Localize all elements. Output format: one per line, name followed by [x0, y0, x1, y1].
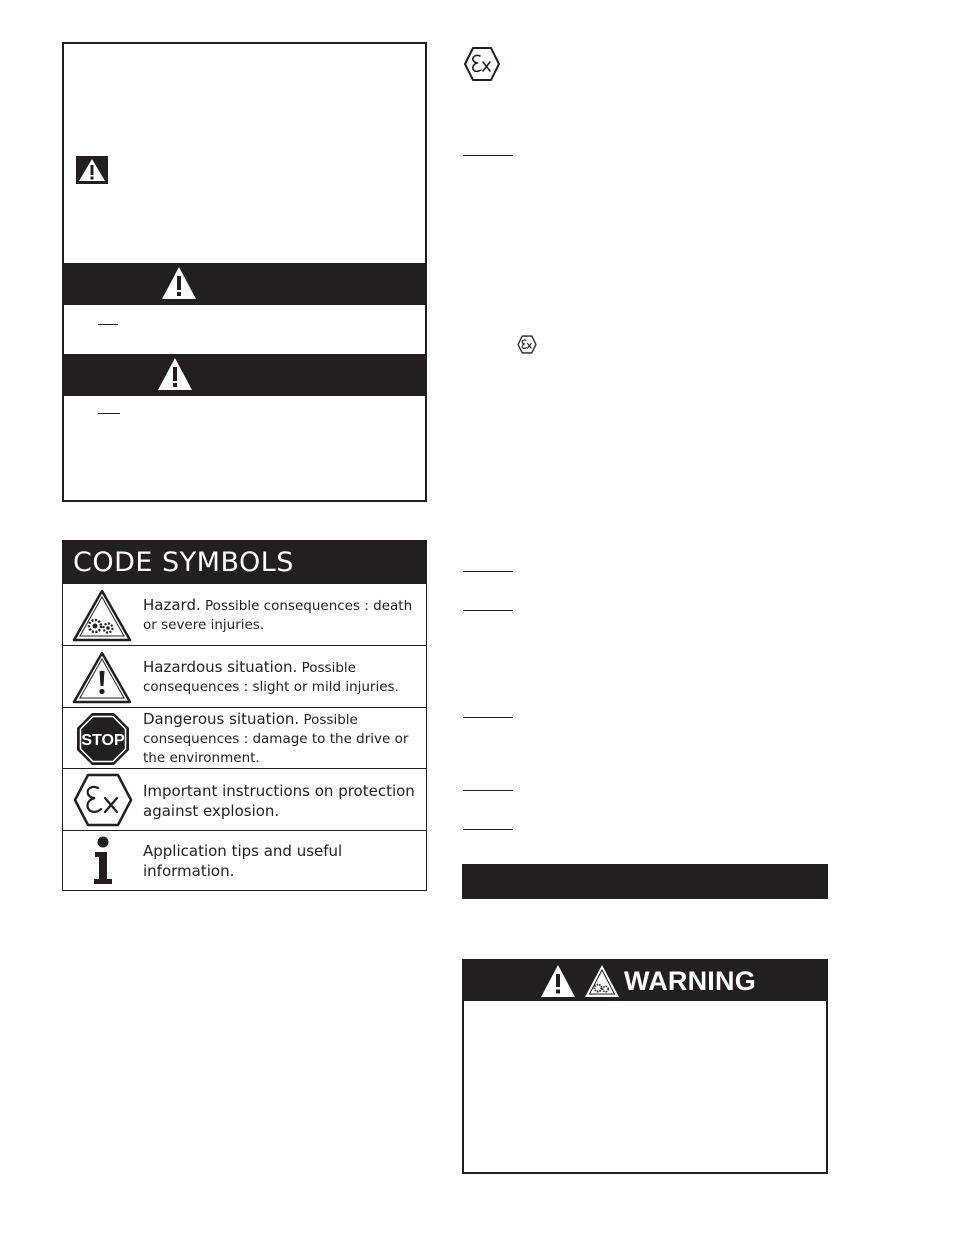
warning-box: [462, 959, 828, 1174]
explosion-heading: Important instructions on protection against explosion.: [143, 782, 415, 820]
warning-triangle-icon: [76, 156, 108, 184]
danger-bar-1: [64, 263, 425, 305]
code-symbols-header: [63, 541, 426, 583]
stop-sign-icon: [75, 711, 131, 767]
hazardous-heading: Hazardous situation.: [143, 658, 298, 676]
info-heading: Application tips and useful information.: [143, 842, 343, 880]
divider: [463, 829, 513, 830]
divider: [98, 324, 118, 325]
ex-explosion-icon: [73, 772, 133, 828]
divider: [463, 717, 513, 718]
section-header-bar: [462, 864, 828, 899]
dangerous-heading: Dangerous situation.: [143, 710, 300, 728]
warning-triangle-icon: [160, 265, 198, 301]
divider: [463, 571, 513, 572]
code-symbol-row-explosion: [63, 768, 426, 831]
divider: [463, 610, 513, 611]
hazard-heading: Hazard.: [143, 596, 201, 614]
hazard-gears-icon: [71, 588, 133, 644]
code-symbol-row-dangerous: [63, 707, 426, 769]
divider: [98, 413, 120, 414]
code-symbols-title: CODE SYMBOLS: [73, 547, 294, 578]
code-symbol-row-hazard: [63, 583, 426, 646]
warning-triangle-icon: [156, 356, 194, 392]
safety-notice-box: [62, 42, 427, 502]
danger-bar-2: [64, 354, 425, 396]
code-symbol-row-info: [63, 830, 426, 890]
warning-triangle-icon: [71, 650, 133, 706]
dangerous-description: Possible consequences : damage to the drive or the environment.: [143, 712, 409, 766]
divider: [463, 155, 513, 156]
ex-explosion-icon: [463, 46, 501, 82]
warning-label: WARNING: [624, 966, 756, 996]
divider: [463, 790, 513, 791]
info-icon: [87, 835, 119, 887]
hazard-gears-icon: [584, 964, 620, 998]
warning-triangle-icon: [540, 964, 576, 998]
code-symbols-table: [62, 540, 427, 891]
hazardous-description: Possible consequences : slight or mild injuries.: [143, 660, 399, 695]
ex-explosion-icon: [517, 335, 537, 354]
hazard-description: Possible consequences : death or severe injuries.: [143, 598, 413, 633]
code-symbol-row-hazardous: [63, 645, 426, 708]
stop-label: STOP: [81, 732, 125, 749]
warning-header: [464, 961, 826, 1001]
